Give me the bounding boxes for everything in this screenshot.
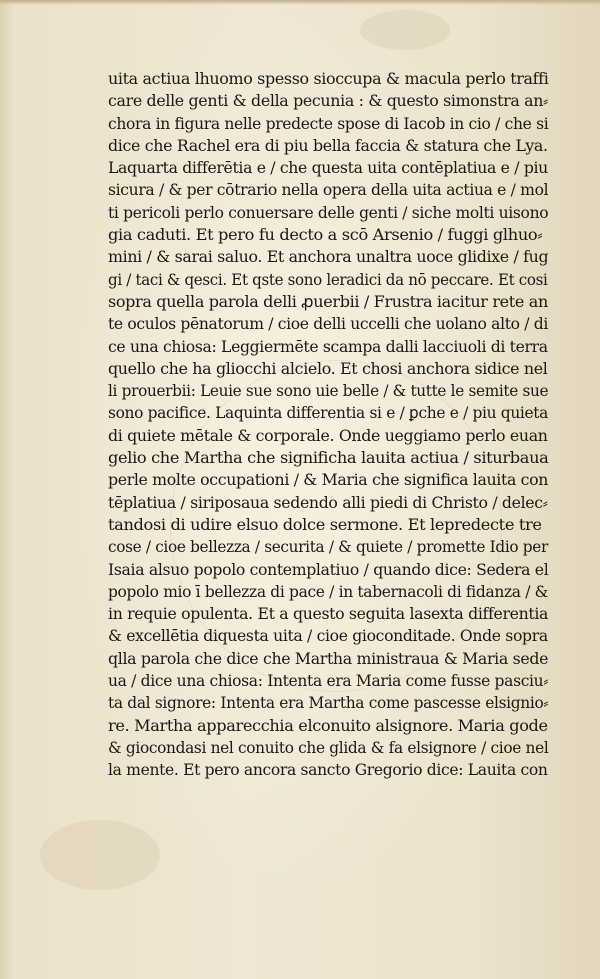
text-line: ce una chiosa: Leggiermēte scampa dalli lacciuoli di terra <box>108 336 548 356</box>
text-line: & giocondasi nel conuito che glida & fa elsignore / cioe nel <box>108 737 549 757</box>
text-line: popolo mio ī bellezza di pace / in tabernacoli di fidanza / & <box>108 581 549 601</box>
text-line: tandosi di udire elsuo dolce sermone. Et lepredecte tre <box>108 514 542 534</box>
text-line: ua / dice una chiosa: Intenta era Maria come fusse pasciu⸗ <box>108 671 549 691</box>
text-line: la mente. Et pero ancora sancto Gregorio dice: Lauita con <box>108 760 548 780</box>
text-line: re. Martha apparecchia elconuito alsignore. Maria gode <box>108 715 548 735</box>
text-line: di quiete mētale & corporale. Onde ueggiamo perlo euan <box>108 425 548 445</box>
text-line: qlla parola che dice che Martha ministraua & Maria sede <box>108 648 549 668</box>
text-line: ti pericoli perlo conuersare delle genti / siche molti uisono <box>108 202 549 222</box>
text-line: perle molte occupationi / & Maria che significa lauita con <box>108 470 549 490</box>
text-line: gia caduti. Et pero fu decto a scō Arsenio / fuggi glhuo⸗ <box>108 225 543 245</box>
text-line: sono pacifice. Laquinta differentia si e / ꝑche e / piu quieta <box>108 403 549 423</box>
text-line: gi / taci & qesci. Et qste sono leradici da nō peccare. Et cosi <box>108 269 548 289</box>
text-line: care delle genti & della pecunia : & questo simonstra an⸗ <box>108 91 548 111</box>
text-line: & excellētia diquesta uita / cioe gioconditade. Onde sopra <box>108 626 548 646</box>
text-line: dice che Rachel era di piu bella faccia & statura che Lya. <box>108 135 548 155</box>
text-block <box>108 68 548 782</box>
text-line: quello che ha gliocchi alcielo. Et chosi anchora sidice nel <box>108 358 548 378</box>
text-line: ta dal signore: Intenta era Martha come pascesse elsignio⸗ <box>108 693 549 713</box>
text-line: sicura / & per cōtrario nella opera della uita actiua e / mol <box>108 180 549 200</box>
text-line: te oculos pēnatorum / cioe delli uccelli che uolano alto / di <box>108 314 549 334</box>
text-line: in requie opulenta. Et a questo seguita lasexta differentia <box>108 604 549 624</box>
text-line: cose / cioe bellezza / securita / & quiete / promette Idio per <box>108 537 548 557</box>
text-line: sopra quella parola delli ꝓuerbii / Frustra iacitur rete an <box>108 291 548 311</box>
text-line: Laquarta differētia e / che questa uita contēplatiua e / piu <box>108 158 548 178</box>
text-line: mini / & sarai saluo. Et anchora unaltra uoce glidixe / fug <box>108 247 549 267</box>
text-line: li prouerbii: Leuie sue sono uie belle / & tutte le semite sue <box>108 381 549 401</box>
paper-stain <box>40 820 160 890</box>
text-line: Isaia alsuo popolo contemplatiuo / quando dice: Sedera el <box>108 559 549 579</box>
paper-stain <box>360 10 450 50</box>
text-line: uita actiua lhuomo spesso sioccupa & macula perlo traffi <box>108 69 549 88</box>
text-line: chora in figura nelle predecte spose di Iacob in cio / che si <box>108 113 549 133</box>
text-line: gelio che Martha che significha lauita actiua / siturbaua <box>108 448 549 468</box>
text-line: tēplatiua / siriposaua sedendo alli piedi di Christo / delec⸗ <box>108 492 548 512</box>
page-top-edge <box>0 0 600 5</box>
